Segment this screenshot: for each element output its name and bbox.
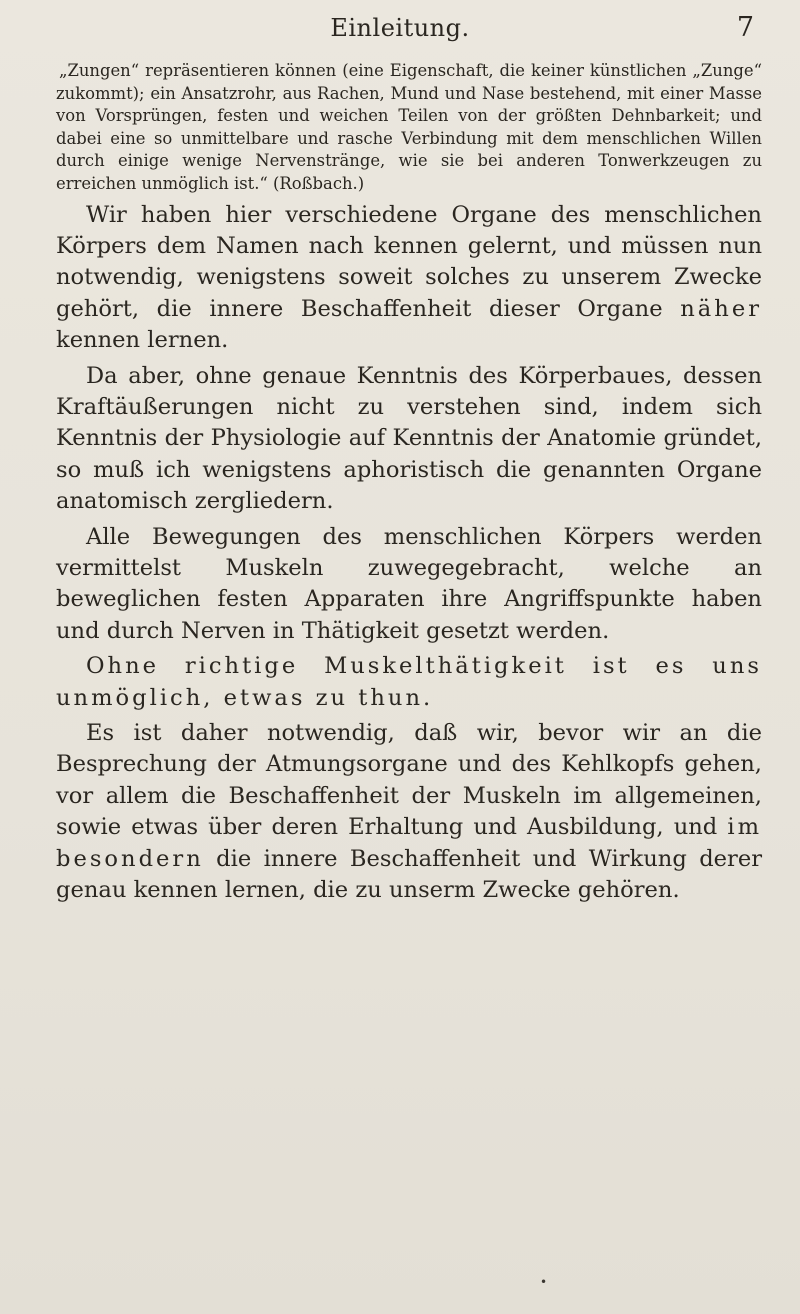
body-text [56,60,762,907]
page-number: 7 [736,12,754,43]
paragraph-3 [56,522,762,648]
paragraph-2 [56,361,762,518]
emphasis-text: im besondern [56,814,762,872]
paragraph-text: Alle Bewegungen des menschlichen Körpers werden vermittelst Muskeln zuwegegebracht, welche an beweglichen festen Apparaten ihre Angriffspunkte haben und durch Nerven in Thätigkeit gesetzt werden. [56,523,762,644]
emphasis-text: näher [680,295,762,322]
paragraph-5 [56,718,762,906]
paragraph-text: Wir haben hier verschiedene Organe des menschlichen Körpers dem Namen nach kennen gelernt, und müssen nun notwendig, wenigstens soweit solches zu unserem Zwecke gehört, die innere Beschaffenheit dieser Organe [56,201,762,322]
running-head [0,10,800,50]
paragraph-text: die innere Beschaffenheit und Wirkung derer genau kennen lernen, die zu unserm Zwecke gehören. [56,845,762,904]
quotation-paragraph: „Zungen“ repräsentieren können (eine Eigenschaft, die keiner künstlichen „Zunge“ zukommt); ein Ansatzrohr, aus Rachen, Mund und Nase bestehend, mit einer Masse von Vorsprüngen, festen und weichen Teilen von der größten Dehnbarkeit; und dabei eine so unmittelbare und rasche Verbindung mit dem menschlichen Willen durch einige wenige Nervenstränge, wie sie bei anderen Tonwerkzeugen zu erreichen unmöglich ist.“ (Roßbach.) [56,61,762,193]
emphasis-text: Ohne richtige Muskelthätigkeit ist es uns unmöglich, etwas zu thun. [56,653,762,711]
paragraph-text: Es ist daher notwendig, daß wir, bevor wir an die Besprechung der Atmungsorgane und des Kehlkopfs gehen, vor allem die Beschaffenheit der Muskeln im allgemeinen, sowie etwas über deren Erhaltung und Ausbildung, und [56,720,762,841]
margin-dot: • [540,1275,548,1289]
paragraph-1 [56,200,762,357]
paragraph-text: Da aber, ohne genaue Kenntnis des Körperbaues, dessen Kraftäußerungen nicht zu verstehen sind, indem sich Kenntnis der Physiologie auf Kenntnis der Anatomie gründet, so muß ich wenigstens aphoristisch die genannten Organe anatomisch zergliedern. [56,362,762,515]
chapter-title: Einleitung. [330,14,470,42]
paragraph-text: kennen lernen. [56,327,229,354]
paragraph-4 [56,651,762,714]
